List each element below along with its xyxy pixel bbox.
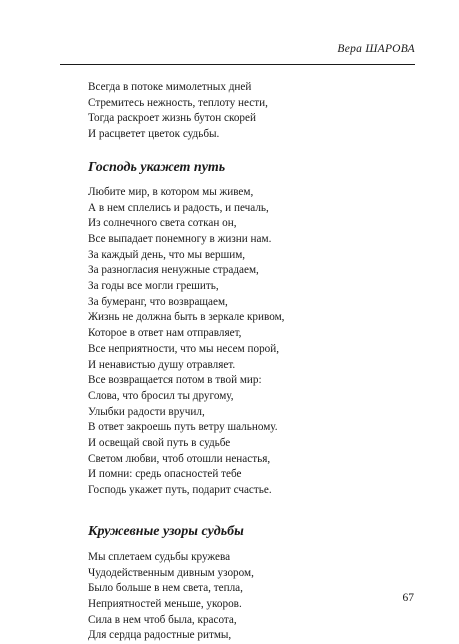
poem-line: И освещай свой путь в судьбе <box>88 437 231 450</box>
poem-line: Господь укажет путь, подарит счастье. <box>88 484 272 497</box>
poem-line: Слова, что бросил ты другому, <box>88 389 234 402</box>
poem-body <box>88 185 408 499</box>
poem-line: За годы все могли грешить, <box>88 280 219 293</box>
running-header: Вера ШАРОВА <box>337 43 415 55</box>
poem-line: Мы сплетаем судьбы кружева <box>88 550 231 563</box>
poem-line: И помни: средь опасностей тебе <box>88 468 242 481</box>
poem-line: Все выпадает понемногу в жизни нам. <box>88 232 272 245</box>
poem-line: Для сердца радостные ритмы, <box>88 629 232 642</box>
poem-line: В ответ закроешь путь ветру шальному. <box>88 421 278 434</box>
poem-title: Кружевные узоры судьбы <box>88 523 244 539</box>
poem-line: Неприятностей меньше, укоров. <box>88 597 242 610</box>
poem-line: Сила в нем чтоб была, красота, <box>88 613 237 626</box>
poem-title: Господь укажет путь <box>88 159 226 175</box>
poem-line: Тогда раскроет жизнь бутон скорей <box>88 112 256 125</box>
poem-line: За бумеранг, что возвращаем, <box>88 295 228 308</box>
poem-line: А в нем сплелись и радость, и печаль, <box>88 201 269 214</box>
poem-line: Из солнечного света соткан он, <box>88 217 237 230</box>
header-rule <box>60 64 415 65</box>
poem-line: Было больше в нем света, тепла, <box>88 582 243 595</box>
poem-line: И расцветет цветок судьбы. <box>88 128 220 141</box>
poem-line: Чудодейственным дивным узором, <box>88 566 254 579</box>
poem-line: И ненавистью душу отравляет. <box>88 358 236 371</box>
poem-line: За разногласия ненужные страдаем, <box>88 264 259 277</box>
poem-line: Все возвращается потом в твой мир: <box>88 374 262 387</box>
page-number: 67 <box>402 592 414 604</box>
poem-line: Все неприятности, что мы несем порой, <box>88 342 280 355</box>
poem-line: Которое в ответ нам отправляет, <box>88 327 242 340</box>
poem-line: Всегда в потоке мимолетных дней <box>88 81 252 93</box>
poem-line: Жизнь не должна быть в зеркале кривом, <box>88 311 285 324</box>
poem-line: Улыбки радости вручил, <box>88 405 205 418</box>
page-content <box>88 80 408 644</box>
poem-line: Светом любви, чтоб отошли ненастья, <box>88 452 271 465</box>
poem-body <box>88 550 408 644</box>
poem-line: Стремитесь нежность, теплоту нести, <box>88 96 268 109</box>
poem-line: За каждый день, что мы вершим, <box>88 248 246 261</box>
intro-stanza <box>88 80 408 143</box>
poem-line: Любите мир, в котором мы живем, <box>88 185 254 198</box>
